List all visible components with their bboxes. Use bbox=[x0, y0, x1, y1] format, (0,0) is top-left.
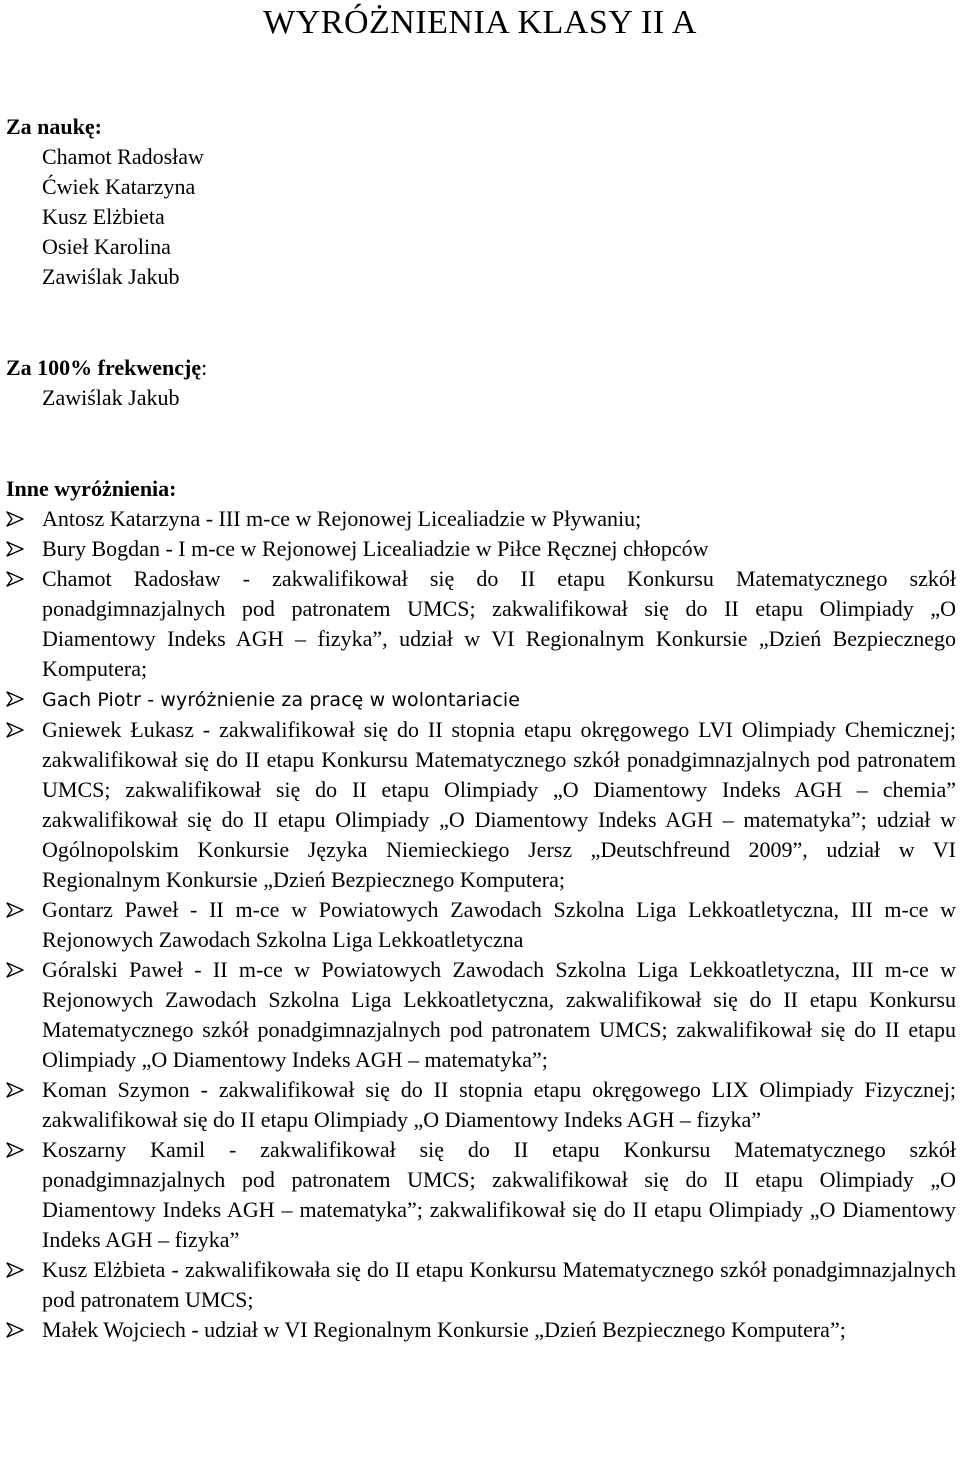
section-heading-colon: : bbox=[201, 355, 208, 380]
arrowhead-bullet-icon bbox=[6, 1142, 24, 1158]
section-za-nauke bbox=[6, 112, 956, 292]
arrowhead-bullet-icon bbox=[6, 1262, 24, 1278]
list-item-text: Chamot Radosław - zakwalifikował się do II etapu Konkursu Matematycznego szkół ponadgimnazjalnych pod patronatem UMCS; zakwalifikował się do II etapu Olimpiady „O Diamentowy Indeks AGH – fizyka”, udział w VI Regionalnym Konkursie „Dzień Bezpiecznego Komputera; bbox=[42, 566, 956, 681]
list-item bbox=[6, 1135, 956, 1255]
arrowhead-bullet-icon bbox=[6, 1322, 24, 1338]
page-title: WYRÓŻNIENIA KLASY II A bbox=[263, 4, 697, 41]
arrowhead-bullet-icon bbox=[6, 691, 24, 707]
arrowhead-bullet-icon bbox=[6, 722, 24, 738]
names-list bbox=[6, 142, 956, 292]
list-item bbox=[6, 895, 956, 955]
list-item-text: Koszarny Kamil - zakwalifikował się do II etapu Konkursu Matematycznego szkół ponadgimnazjalnych pod patronatem UMCS; zakwalifikował się do II etapu Olimpiady „O Diamentowy Indeks AGH – matematyka”; zakwalifikował się do II etapu Olimpiady „O Diamentowy Indeks AGH – fizyka” bbox=[42, 1137, 956, 1252]
section-frekwencja bbox=[6, 353, 956, 413]
names-list bbox=[6, 383, 956, 413]
arrowhead-bullet-icon bbox=[6, 541, 24, 557]
list-item bbox=[6, 1255, 956, 1315]
arrowhead-bullet-icon bbox=[6, 571, 24, 587]
list-item: Zawiślak Jakub bbox=[42, 385, 180, 410]
awards-list bbox=[6, 504, 956, 1345]
list-item-text: Góralski Paweł - II m-ce w Powiatowych Zawodach Szkolna Liga Lekkoatletyczna, III m-ce w Rejonowych Zawodach Szkolna Liga Lekkoatletyczna, zakwalifikował się do II etapu Konkursu Matematycznego szkół ponadgimnazjalnych pod patronatem UMCS; zakwalifikował się do II etapu Olimpiady „O Diamentowy Indeks AGH – matematyka”; bbox=[42, 957, 956, 1072]
list-item: Ćwiek Katarzyna bbox=[42, 174, 196, 199]
list-item bbox=[6, 715, 956, 895]
list-item: Zawiślak Jakub bbox=[42, 264, 180, 289]
list-item bbox=[6, 1075, 956, 1135]
list-item bbox=[6, 534, 956, 564]
list-item: Kusz Elżbieta bbox=[42, 204, 165, 229]
arrowhead-bullet-icon bbox=[6, 511, 24, 527]
list-item bbox=[6, 955, 956, 1075]
list-item-text: Gontarz Paweł - II m-ce w Powiatowych Zawodach Szkolna Liga Lekkoatletyczna, III m-ce w Rejonowych Zawodach Szkolna Liga Lekkoatletyczna bbox=[42, 897, 956, 952]
list-item-text: Gach Piotr - wyróżnienie za pracę w wolontariacie bbox=[42, 689, 521, 711]
list-item bbox=[6, 564, 956, 684]
section-heading: Inne wyróżnienia: bbox=[6, 476, 177, 501]
arrowhead-bullet-icon bbox=[6, 1082, 24, 1098]
section-heading-bold: Za 100% frekwencję bbox=[6, 355, 202, 380]
arrowhead-bullet-icon bbox=[6, 902, 24, 918]
list-item-text: Bury Bogdan - I m-ce w Rejonowej Licealiadzie w Piłce Ręcznej chłopców bbox=[42, 536, 709, 561]
section-heading bbox=[6, 353, 956, 383]
arrowhead-bullet-icon bbox=[6, 962, 24, 978]
list-item bbox=[6, 504, 956, 534]
list-item-text: Gniewek Łukasz - zakwalifikował się do II stopnia etapu okręgowego LVI Olimpiady Chemicznej; zakwalifikował się do II etapu Konkursu Matematycznego szkół ponadgimnazjalnych pod patronatem UMCS; zakwalifikował się do II etapu Olimpiady „O Diamentowy Indeks AGH – chemia” zakwalifikował się do II etapu Olimpiady „O Diamentowy Indeks AGH – matematyka”; udział w Ogólnopolskim Konkursie Języka Niemieckiego Jersz „Deutschfreund 2009”, udział w VI Regionalnym Konkursie „Dzień Bezpiecznego Komputera; bbox=[42, 717, 956, 892]
list-item-text: Kusz Elżbieta - zakwalifikowała się do II etapu Konkursu Matematycznego szkół ponadgimnazjalnych pod patronatem UMCS; bbox=[42, 1257, 956, 1312]
section-inne-wyroznienia bbox=[6, 474, 956, 1345]
list-item-text: Małek Wojciech - udział w VI Regionalnym Konkursie „Dzień Bezpiecznego Komputera”; bbox=[42, 1317, 846, 1342]
list-item-text: Antosz Katarzyna - III m-ce w Rejonowej Licealiadzie w Pływaniu; bbox=[42, 506, 642, 531]
list-item bbox=[6, 1315, 956, 1345]
list-item bbox=[6, 684, 956, 715]
list-item: Chamot Radosław bbox=[42, 144, 204, 169]
list-item-text: Koman Szymon - zakwalifikował się do II stopnia etapu okręgowego LIX Olimpiady Fizycznej; zakwalifikował się do II etapu Olimpiady „O Diamentowy Indeks AGH – fizyka” bbox=[42, 1077, 956, 1132]
list-item: Osieł Karolina bbox=[42, 234, 171, 259]
section-heading: Za naukę: bbox=[6, 114, 102, 139]
